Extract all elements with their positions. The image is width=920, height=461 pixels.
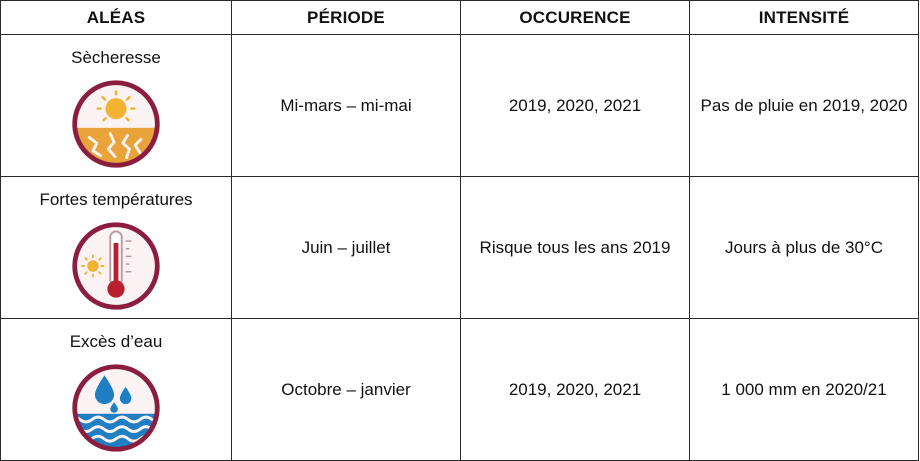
heat-thermometer-icon (68, 218, 164, 314)
header-risk: ALÉAS (1, 1, 232, 35)
occurrence-cell: 2019, 2020, 2021 (461, 35, 690, 177)
occurrence-cell: Risque tous les ans 2019 (461, 177, 690, 319)
risk-cell (1, 35, 232, 177)
flood-water-icon (68, 360, 164, 456)
table-row (1, 177, 919, 319)
intensity-cell: Jours à plus de 30°C (690, 177, 919, 319)
header-row (1, 1, 919, 35)
period-cell: Octobre – janvier (232, 319, 461, 461)
table-row (1, 319, 919, 461)
drought-icon (68, 76, 164, 172)
risk-name: Sècheresse (71, 47, 161, 67)
header-occurrence: OCCURENCE (461, 1, 690, 35)
period-cell: Juin – juillet (232, 177, 461, 319)
intensity-cell: Pas de pluie en 2019, 2020 (690, 35, 919, 177)
intensity-cell: 1 000 mm en 2020/21 (690, 319, 919, 461)
header-period: PÉRIODE (232, 1, 461, 35)
risk-name: Excès d’eau (69, 331, 163, 351)
period-cell: Mi-mars – mi-mai (232, 35, 461, 177)
occurrence-cell: 2019, 2020, 2021 (461, 319, 690, 461)
risk-cell (1, 177, 232, 319)
header-intensity: INTENSITÉ (690, 1, 919, 35)
table-row (1, 35, 919, 177)
risk-name: Fortes températures (39, 189, 193, 209)
risk-cell (1, 319, 232, 461)
